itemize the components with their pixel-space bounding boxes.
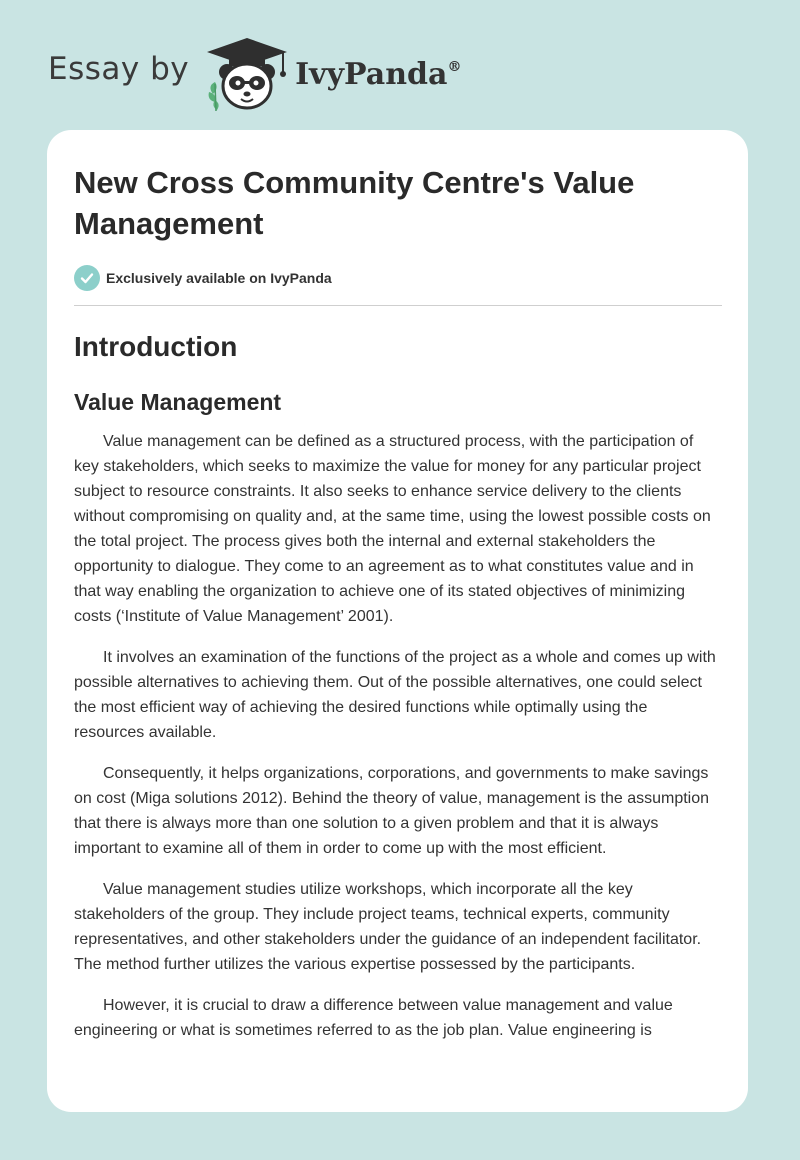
check-icon [74,265,100,291]
badge-text: Exclusively available on IvyPanda [106,270,332,286]
paragraph: Consequently, it helps organizations, corporations, and governments to make savings on cost (Miga solutions 2012). Behind the theory of value, management is the assumption that there is always more than one solution to a given problem and that it is always important to examine all of them in order to come up with the most efficient. [74,765,710,857]
divider [74,305,722,306]
subsection-heading: Value Management [74,389,282,415]
brand-name: IvyPanda [295,56,448,92]
panda-mascot-icon [203,36,291,112]
brand-logo[interactable] [48,36,461,112]
paragraph: However, it is crucial to draw a difference between value management and value engineering or what is sometimes referred to as the job plan. Value engineering is [74,997,673,1039]
brand-prefix: Essay by [48,51,190,87]
paragraph: Value management can be defined as a structured process, with the participation of key stakeholders, which seeks to maximize the value for money for any particular project subject to resource constraints. It also seeks to enhance service delivery to the clients without compromising on quality and, at the same time, using the lowest possible costs on the total project. The process gives both the internal and external stakeholders the opportunity to dialogue. They come to an agreement as to what constitutes value and in that way enabling the organization to achieve one of its stated objectives of minimizing costs (‘Institute of Value Management’ 2001). [74,433,711,625]
paragraph: It involves an examination of the functions of the project as a whole and comes up with possible alternatives to achieving them. Out of the possible alternatives, one could select the most efficient way of achieving the desired functions while optimally using the resources available. [74,649,716,741]
registered-mark: ® [447,58,462,75]
essay-card [47,130,748,1112]
section-heading: Introduction [74,331,238,362]
paragraph: Value management studies utilize workshops, which incorporate all the key stakeholders of the group. They include project teams, technical experts, community representatives, and other stakeholders under the guidance of an independent facilitator. The method further utilizes the various expertise possessed by the participants. [74,881,702,973]
exclusive-badge [74,265,722,291]
essay-title: New Cross Community Centre's Value Management [74,165,635,241]
